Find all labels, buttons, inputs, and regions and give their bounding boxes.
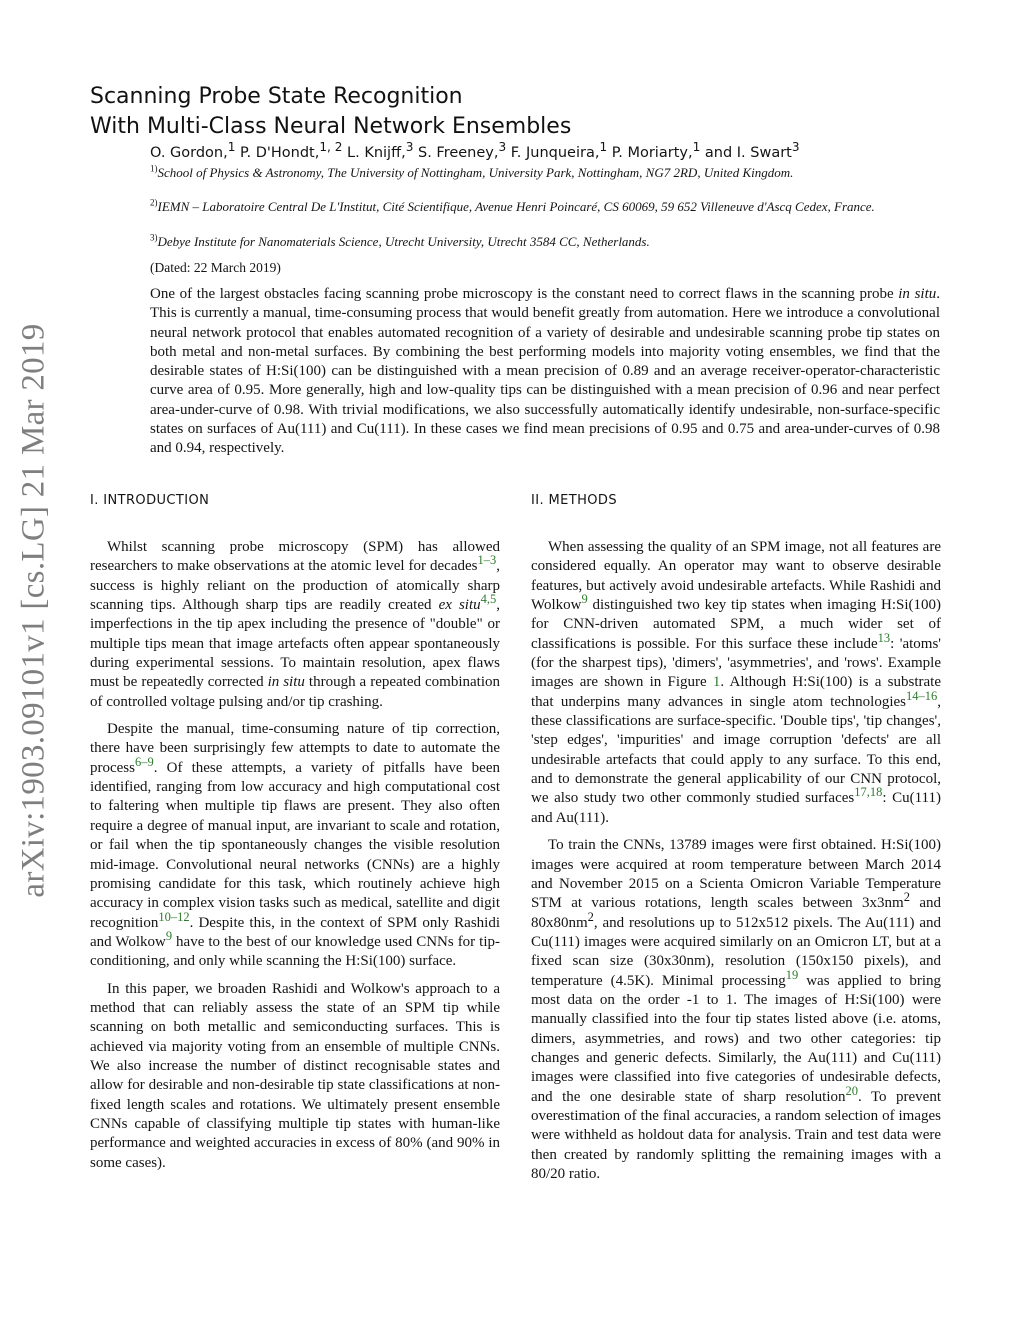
affiliation-1: $^{1)}$School of Physics & Astronomy, The University of Nottingham, University Park, Nottingham, NG7 2RD, United Kingdom. (150, 163, 794, 180)
author: O. Gordon, (150, 145, 228, 161)
affiliation-2: $^{2)}$IEMN – Laboratoire Central De L'Institut, Cité Scientifique, Avenue Henri Poincaré, CS 60069, 59 652 Villeneuve d'Ascq Cedex, France. (150, 197, 875, 214)
arxiv-id: arXiv:1903.09101v1 [cs.LG] 21 Mar 2019 (15, 322, 52, 898)
author: P. Moriarty, (607, 145, 693, 161)
citation-link[interactable]: 17,18 (854, 785, 883, 800)
affiliation-3: $^{3)}$Debye Institute for Nanomaterials Science, Utrecht University, Utrecht 3584 CC, Netherlands. (150, 232, 650, 249)
paper-title (90, 82, 890, 142)
figure-link[interactable]: 1 (712, 674, 721, 691)
author: and I. Swart (700, 145, 792, 161)
citation-link[interactable]: 10–12 (158, 909, 190, 924)
methods-paragraph-2: To train the CNNs, 13789 images were first obtained. H:Si(100) images were acquired at room temperature between March 2014 and November 2015 on a Scienta Omicron Variable Temperature STM at various rotations, length scales between $3x3nm^2$ and $80x80nm^2$, and resolutions up to 512x512 pixels. The Au(111) and Cu(111) images were acquired similarly on an Omicron LT, but at a fixed scan size (30x30nm), resolution (150x150 pixels), and temperature (4.5K). Minimal processing$^{19}$ was applied to bring most data on the order -1 to 1. The images of H:Si(100) were manually classified into the four tip states listed above (i.e. atoms, dimers, asymmetries, and rows) and two other categories: tip changes and generic defects. Similarly, the Au(111) and Cu(111) images were classified into five categories of undesirable defects, and the one desirable state of sharp resolution$^{20}$. To prevent overestimation of the final accuracies, a random selection of images were withheld as holdout data for analysis. Train and test data were then created by randomly splitting the remaining images with a 80/20 ratio. (531, 837, 941, 1182)
citation-link[interactable]: 4,5 (480, 592, 497, 607)
citation-link[interactable]: 20 (845, 1083, 858, 1098)
citation-link[interactable]: 13 (877, 630, 891, 645)
author: P. D'Hondt, (235, 145, 320, 161)
citation-link[interactable]: 9 (165, 928, 173, 943)
title-line-1: Scanning Probe State Recognition (90, 84, 463, 109)
left-column (90, 538, 500, 1181)
abstract: One of the largest obstacles facing scanning probe microscopy is the constant need to correct flaws in the scanning probe in situ. This is currently a manual, time-consuming process that would benefit greatly from automation. Here we introduce a convolutional neural network protocol that enables automated recognition of a variety of desirable and undesirable scanning probe tip states on both metal and non-metal surfaces. By combining the best performing models into majority voting ensembles, we find that the desirable states of H:Si(100) can be distinguished with a mean precision of 0.89 and an average receiver-operator-characteristic curve area of 0.95. More generally, high and low-quality tips can be distinguished with a mean precision of 0.96 and near perfect area-under-curve of 0.98. With trivial modifications, we also successfully automatically identify undesirable, non-surface-specific states on surfaces of Au(111) and Cu(111). In these cases we find mean precisions of 0.95 and 0.75 and area-under-curves of 0.98 and 0.94, respectively. (150, 286, 941, 457)
author-list: O. Gordon,$^1$ P. D'Hondt,$^{1, 2}$ L. Knijff,$^3$ S. Freeney,$^3$ F. Junqueira,$^1$ P. Moriarty,$^1$ and I. Swart$^3$ (150, 140, 800, 161)
citation-link[interactable]: 9 (581, 592, 588, 607)
intro-paragraph-1: Whilst scanning probe microscopy (SPM) has allowed researchers to make observations at the atomic level for decades$^{1-3}$, success is highly reliant on the production of atomically sharp scanning tips. Although sharp tips are readily created ex situ$^{4,5}$, imperfections in the tip apex including the presence of "double" or multiple tips mean that image artefacts often appear spontaneously during experimental sessions. To maintain resolution, apex flaws must be repeatedly corrected in situ through a repeated combination of controlled voltage pulsing and/or tip crashing. (90, 539, 500, 710)
dated-line: (Dated: 22 March 2019) (150, 260, 281, 275)
title-line-2: With Multi-Class Neural Network Ensembles (90, 114, 572, 139)
intro-paragraph-2: Despite the manual, time-consuming nature of tip correction, there have been surprisingly few attempts to date to automate the process$^{6-9}$. Of these attempts, a variety of pitfalls have been identified, ranging from low accuracy and high computational cost to faltering when multiple tip flaws are present. They also often require a degree of manual input, are invariant to scale and rotation, or fail when the tip spontaneously changes the visible resolution mid-image. Convolutional neural networks (CNNs) are a highly promising candidate for this task, which routinely achieve high accuracy in complex vision tasks such as medical, satellite and digit recognition$^{10-12}$. Despite this, in the context of SPM only Rashidi and Wolkow$^9$ have to the best of our knowledge used CNNs for tip-conditioning, and only while scanning the H:Si(100) surface. (90, 721, 500, 970)
author: F. Junqueira, (506, 145, 600, 161)
methods-paragraph-1: When assessing the quality of an SPM image, not all features are considered equally. An operator may want to observe desirable features, but actively avoid undesirable artefacts. While Rashidi and Wolkow$^9$ distinguished two key tip states when imaging H:Si(100) for CNN-driven automated SPM, a much wider set of classifications is possible. For this surface these include$^{13}$: 'atoms' (for the sharpest tips), 'dimers', 'asymmetries', and 'rows'. Example images are shown in Figure 1. Although H:Si(100) is a substrate that underpins many advances in single atom technologies$^{14-16}$, these classifications are surface-specific. 'Double tips', 'tip changes', 'step edges', 'impurities' and image corruption 'defects' are all undesirable artefacts that could apply to any surface. To this end, and to demonstrate the general applicability of our CNN protocol, we also study two other commonly studied surfaces$^{17,18}$: Cu(111) and Au(111). (531, 539, 942, 826)
citation-link[interactable]: 6–9 (135, 754, 154, 769)
citation-link[interactable]: 1–3 (477, 553, 497, 568)
right-column (531, 538, 941, 1192)
citation-link[interactable]: 19 (785, 967, 799, 982)
author: L. Knijff, (342, 145, 406, 161)
citation-link[interactable]: 14–16 (906, 688, 938, 703)
section-heading-methods: II. METHODS (531, 493, 617, 508)
arxiv-stamp (10, 310, 58, 910)
section-heading-introduction: I. INTRODUCTION (90, 493, 210, 508)
intro-paragraph-3: In this paper, we broaden Rashidi and Wolkow's approach to a method that can reliably assess the state of an SPM tip while scanning on both metallic and semiconducting surfaces. This is achieved via majority voting from an ensemble of multiple CNNs. We also increase the number of distinct recognisable states and allow for desirable and non-desirable tip state classifications at non-fixed length scales and rotations. We ultimately present ensemble CNNs capable of classifying multiple tip states with human-like performance and weighted accuracies in excess of 80% (and 90% in some cases). (90, 980, 500, 1171)
author: S. Freeney, (413, 145, 499, 161)
